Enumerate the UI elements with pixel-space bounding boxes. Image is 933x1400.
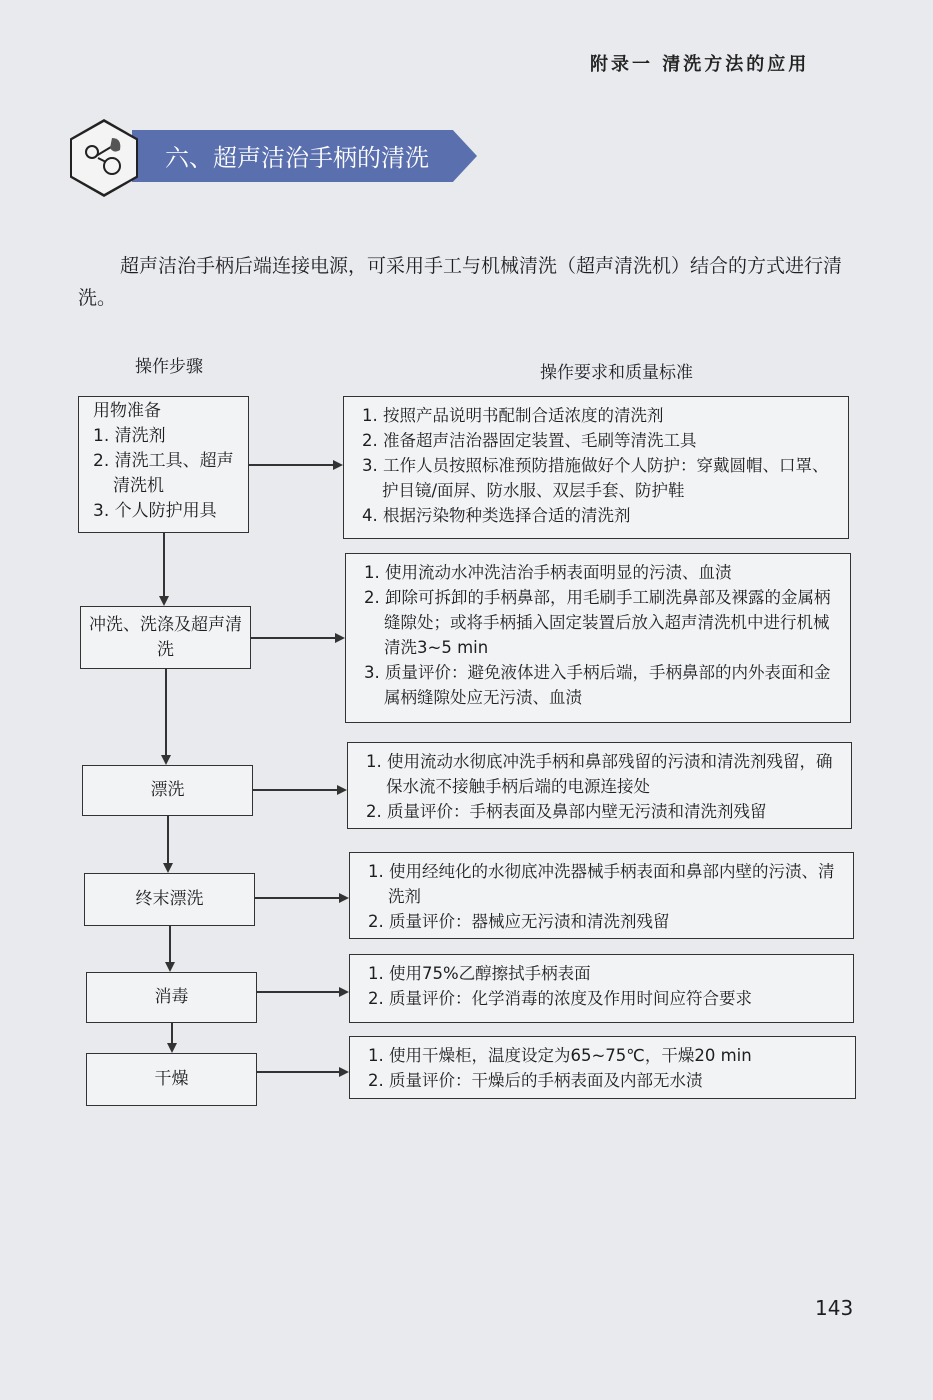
connector-line: [167, 816, 169, 863]
step-box-disinfection: 消毒: [86, 972, 257, 1023]
arrow-right-icon: [335, 633, 345, 643]
intro-paragraph: 超声洁治手柄后端连接电源，可采用手工与机械清洗（超声清洗机）结合的方式进行清洗。: [78, 255, 843, 309]
connector-line: [249, 464, 333, 466]
step-box-preparation: [78, 396, 249, 533]
arrow-right-icon: [339, 987, 349, 997]
requirement-box-rinsing: [347, 742, 852, 829]
arrow-down-icon: [167, 1043, 177, 1053]
connector-line: [251, 637, 335, 639]
requirement-box-preparation: [343, 396, 849, 539]
running-header: 附录一 清洗方法的应用: [590, 54, 810, 75]
arrow-right-icon: [333, 460, 343, 470]
arrow-down-icon: [165, 962, 175, 972]
requirement-item: 2. 准备超声洁治器固定装置、毛刷等清洗工具: [362, 431, 697, 450]
step-box-rinsing: 漂洗: [82, 765, 253, 816]
page-number: 143: [815, 1296, 854, 1320]
requirement-item: 2. 质量评价：手柄表面及鼻部内壁无污渍和清洗剂残留: [366, 802, 767, 821]
connector-line: [253, 789, 337, 791]
connector-line: [165, 669, 167, 755]
connector-line: [257, 991, 339, 993]
step-box-drying: 干燥: [86, 1053, 257, 1106]
column-header-requirements: 操作要求和质量标准: [540, 363, 693, 383]
arrow-down-icon: [163, 863, 173, 873]
requirement-item: 1. 使用75%乙醇擦拭手柄表面: [368, 964, 591, 983]
arrow-right-icon: [339, 893, 349, 903]
requirement-item: 1. 使用流动水彻底冲洗手柄和鼻部残留的污渍和清洗剂残留，确保水流不接触手柄后端的电源连接处: [366, 752, 833, 796]
arrow-right-icon: [339, 1067, 349, 1077]
requirement-item: 2. 质量评价：化学消毒的浓度及作用时间应符合要求: [368, 989, 752, 1008]
requirement-item: 1. 按照产品说明书配制合适浓度的清洗剂: [362, 406, 664, 425]
column-header-steps: 操作步骤: [135, 357, 203, 377]
requirement-item: 2. 质量评价：干燥后的手柄表面及内部无水渍: [368, 1071, 703, 1090]
requirement-box-final-rinse: [349, 852, 854, 939]
arrow-right-icon: [337, 785, 347, 795]
connector-line: [257, 1071, 339, 1073]
arrow-down-icon: [159, 596, 169, 606]
connector-line: [171, 1023, 173, 1043]
connector-line: [255, 897, 339, 899]
step-item: 3. 个人防护用具: [93, 501, 217, 521]
requirement-item: 3. 工作人员按照标准预防措施做好个人防护：穿戴圆帽、口罩、护目镜/面屏、防水服、双层手套、防护鞋: [362, 456, 829, 500]
connector-line: [169, 926, 171, 962]
requirement-box-disinfection: [349, 954, 854, 1023]
requirement-item: 1. 使用干燥柜，温度设定为65~75℃，干燥20 min: [368, 1046, 752, 1065]
requirement-item: 3. 质量评价：避免液体进入手柄后端，手柄鼻部的内外表面和金属柄缝隙处应无污渍、血渍: [364, 663, 831, 707]
requirement-box-rinse-wash-ultrasonic: [345, 553, 851, 723]
requirement-item: 2. 卸除可拆卸的手柄鼻部，用毛刷手工刷洗鼻部及裸露的金属柄缝隙处；或将手柄插入固定装置后放入超声清洗机中进行机械清洗3~5 min: [364, 588, 831, 657]
requirement-item: 1. 使用经纯化的水彻底冲洗器械手柄表面和鼻部内壁的污渍、清洗剂: [368, 862, 835, 906]
arrow-down-icon: [161, 755, 171, 765]
step-title: 用物准备: [93, 401, 161, 421]
requirement-box-drying: [349, 1036, 856, 1099]
section-title: 六、超声洁治手柄的清洗: [165, 144, 429, 172]
requirement-item: 1. 使用流动水冲洗洁治手柄表面明显的污渍、血渍: [364, 563, 732, 582]
step-box-final-rinse: 终末漂洗: [84, 873, 255, 926]
requirement-item: 4. 根据污染物种类选择合适的清洗剂: [362, 506, 631, 525]
step-box-rinse-wash-ultrasonic: 冲洗、洗涤及超声清洗: [80, 606, 251, 669]
connector-line: [163, 533, 165, 596]
requirement-item: 2. 质量评价：器械应无污渍和清洗剂残留: [368, 912, 670, 931]
step-item: 1. 清洗剂: [93, 426, 166, 446]
step-item: 2. 清洗工具、超声清洗机: [93, 451, 234, 496]
